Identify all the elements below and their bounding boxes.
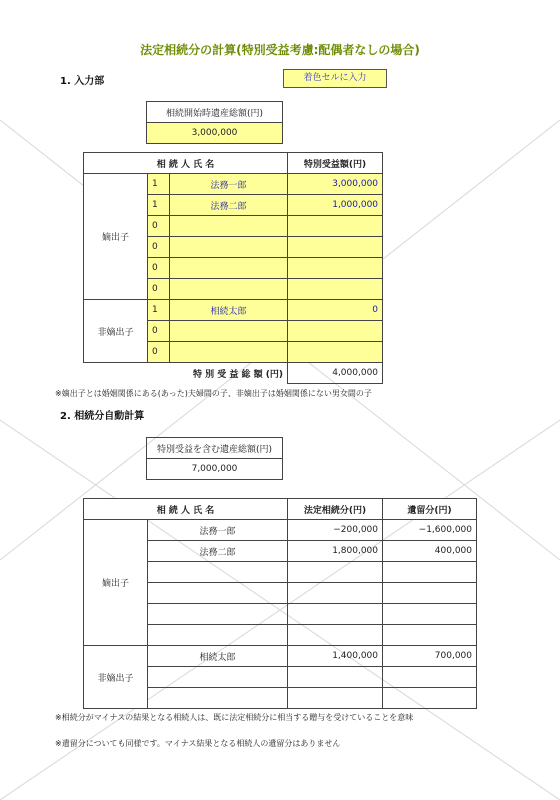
reserved-portion-cell [383, 625, 477, 646]
legal-share-cell [288, 583, 383, 604]
col-heir-name-result: 相 続 人 氏 名 [84, 499, 288, 520]
heir-name-cell [148, 562, 288, 583]
estate-total-label: 相続開始時遺産総額(円) [147, 102, 283, 123]
legal-share-cell: −200,000 [288, 520, 383, 541]
heir-flag-cell[interactable]: 1 [148, 300, 170, 321]
heir-name-cell: 法務二郎 [148, 541, 288, 562]
heir-flag-cell[interactable]: 0 [148, 342, 170, 363]
section1-note: ※嫡出子とは婚姻関係にある(あった)夫婦間の子、非嫡出子は婚姻関係にない男女間の子 [55, 389, 372, 398]
legal-share-cell [288, 604, 383, 625]
heir-flag-cell[interactable]: 1 [148, 174, 170, 195]
reserved-portion-cell [383, 688, 477, 709]
heir-group-label: 嫡出子 [84, 174, 148, 300]
col-heir-name: 相 続 人 氏 名 [84, 153, 288, 174]
legal-share-cell [288, 625, 383, 646]
heir-flag-cell[interactable]: 0 [148, 321, 170, 342]
heir-name-cell[interactable] [170, 237, 288, 258]
special-gift-total-value: 4,000,000 [288, 363, 383, 384]
table-row [84, 520, 477, 541]
legal-share-cell [288, 688, 383, 709]
section2-note-2: ※遺留分についても同様です。マイナス結果となる相続人の遺留分はありません [55, 739, 341, 748]
table-row [84, 646, 477, 667]
heir-flag-cell[interactable]: 1 [148, 195, 170, 216]
heir-name-cell [148, 583, 288, 604]
section2-note-1: ※相続分がマイナスの結果となる相続人は、既に法定相続分に相当する贈与を受けていることを意味 [55, 713, 414, 722]
estate-total-incl-gifts-label: 特別受益を含む遺産総額(円) [147, 438, 283, 459]
heir-name-cell[interactable]: 相続太郎 [170, 300, 288, 321]
reserved-portion-cell [383, 667, 477, 688]
estate-total-value[interactable]: 3,000,000 [147, 123, 283, 144]
special-gift-cell[interactable]: 0 [288, 300, 383, 321]
heir-name-cell [148, 604, 288, 625]
special-gift-cell[interactable] [288, 258, 383, 279]
estate-total-box [146, 101, 283, 144]
reserved-portion-cell: 400,000 [383, 541, 477, 562]
heir-name-cell[interactable] [170, 342, 288, 363]
reserved-portion-cell: 700,000 [383, 646, 477, 667]
estate-total-incl-gifts-value: 7,000,000 [147, 459, 283, 480]
col-reserved-portion: 遺留分(円) [383, 499, 477, 520]
heir-name-cell[interactable] [170, 279, 288, 300]
section1-heading: 1. 入力部 [60, 76, 105, 87]
estate-total-incl-gifts-box [146, 437, 283, 480]
heir-name-cell [148, 625, 288, 646]
special-gift-cell[interactable] [288, 279, 383, 300]
section2-heading: 2. 相続分自動計算 [60, 411, 145, 422]
input-legend: 着色セルに入力 [283, 69, 387, 88]
table-row [84, 174, 383, 195]
special-gift-cell[interactable] [288, 216, 383, 237]
heir-flag-cell[interactable]: 0 [148, 258, 170, 279]
heir-flag-cell[interactable]: 0 [148, 279, 170, 300]
special-gift-cell[interactable]: 3,000,000 [288, 174, 383, 195]
result-table [83, 498, 477, 709]
legal-share-cell: 1,800,000 [288, 541, 383, 562]
legal-share-cell [288, 667, 383, 688]
heir-name-cell[interactable] [170, 258, 288, 279]
heir-group-label: 嫡出子 [84, 520, 148, 646]
col-legal-share: 法定相続分(円) [288, 499, 383, 520]
reserved-portion-cell: −1,600,000 [383, 520, 477, 541]
heir-name-cell[interactable]: 法務二郎 [170, 195, 288, 216]
reserved-portion-cell [383, 562, 477, 583]
special-gift-cell[interactable]: 1,000,000 [288, 195, 383, 216]
heir-name-cell[interactable]: 法務一郎 [170, 174, 288, 195]
heir-name-cell: 相続太郎 [148, 646, 288, 667]
col-special-gift: 特別受益額(円) [288, 153, 383, 174]
heir-name-cell: 法務一郎 [148, 520, 288, 541]
reserved-portion-cell [383, 604, 477, 625]
special-gift-total-label: 特 別 受 益 総 額 (円) [193, 369, 284, 380]
special-gift-cell[interactable] [288, 237, 383, 258]
heir-name-cell[interactable] [170, 321, 288, 342]
legal-share-cell: 1,400,000 [288, 646, 383, 667]
special-gift-cell[interactable] [288, 342, 383, 363]
input-table [83, 152, 383, 384]
heir-group-label: 非嫡出子 [84, 300, 148, 363]
heir-flag-cell[interactable]: 0 [148, 237, 170, 258]
legal-share-cell [288, 562, 383, 583]
heir-name-cell [148, 688, 288, 709]
heir-name-cell [148, 667, 288, 688]
special-gift-cell[interactable] [288, 321, 383, 342]
heir-name-cell[interactable] [170, 216, 288, 237]
heir-group-label: 非嫡出子 [84, 646, 148, 709]
table-row [84, 300, 383, 321]
reserved-portion-cell [383, 583, 477, 604]
heir-flag-cell[interactable]: 0 [148, 216, 170, 237]
page-title: 法定相続分の計算(特別受益考慮:配偶者なしの場合) [140, 43, 420, 57]
